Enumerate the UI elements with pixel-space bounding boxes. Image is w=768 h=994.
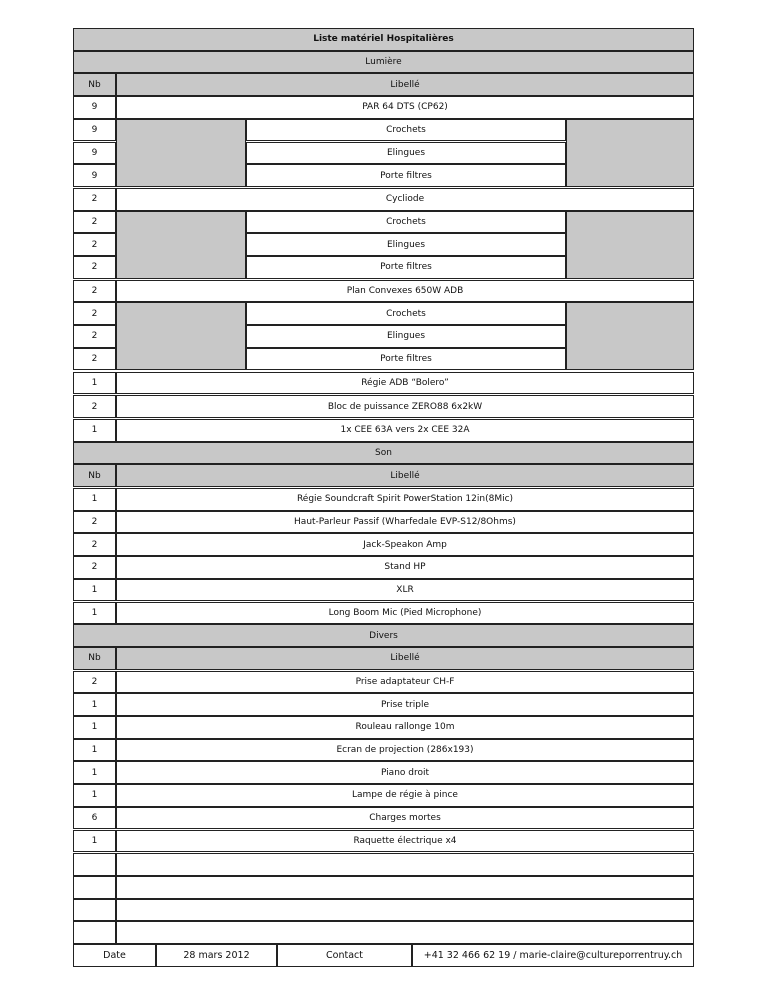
table-row xyxy=(73,96,694,119)
item-label: Haut-Parleur Passif (Wharfedale EVP-S12/8Ohms) xyxy=(116,511,694,534)
empty-row xyxy=(73,876,694,899)
empty-cell xyxy=(116,899,694,922)
item-label: Prise adaptateur CH-F xyxy=(116,671,694,694)
item-label: Raquette électrique x4 xyxy=(116,830,694,853)
table-row xyxy=(73,761,694,784)
item-label: Rouleau rallonge 10m xyxy=(116,716,694,739)
column-header-row xyxy=(73,73,694,96)
column-header-nb: Nb xyxy=(73,464,116,487)
table-row xyxy=(73,579,694,602)
empty-cell xyxy=(116,921,694,944)
item-quantity: 2 xyxy=(73,280,116,303)
empty-cell xyxy=(73,876,116,899)
column-header-libelle: Libellé xyxy=(116,464,694,487)
item-quantity: 9 xyxy=(73,119,116,142)
table-row xyxy=(73,693,694,716)
section-header-lumiere: Lumière xyxy=(73,51,694,74)
accessory-label: Crochets xyxy=(246,119,566,142)
item-label: Charges mortes xyxy=(116,807,694,830)
item-quantity: 2 xyxy=(73,533,116,556)
section-header-lumiere-row xyxy=(73,51,694,74)
empty-row xyxy=(73,899,694,922)
item-quantity: 9 xyxy=(73,96,116,119)
item-label: PAR 64 DTS (CP62) xyxy=(116,96,694,119)
item-quantity: 1 xyxy=(73,761,116,784)
item-quantity: 1 xyxy=(73,693,116,716)
item-quantity: 9 xyxy=(73,142,116,165)
table-row xyxy=(73,716,694,739)
title-row xyxy=(73,28,694,51)
footer-row xyxy=(73,944,694,967)
item-quantity: 2 xyxy=(73,511,116,534)
page-title: Liste matériel Hospitalières xyxy=(73,28,694,51)
accessory-label: Crochets xyxy=(246,211,566,234)
item-quantity: 2 xyxy=(73,395,116,418)
table-row xyxy=(73,602,694,625)
column-header-libelle: Libellé xyxy=(116,647,694,670)
empty-row xyxy=(73,921,694,944)
table-row xyxy=(73,488,694,511)
table-row xyxy=(73,280,694,303)
gray-filler-left xyxy=(116,211,246,279)
item-quantity: 2 xyxy=(73,256,116,279)
item-quantity: 2 xyxy=(73,671,116,694)
item-quantity: 2 xyxy=(73,302,116,325)
accessory-label: Porte filtres xyxy=(246,164,566,187)
footer-contact-label: Contact xyxy=(277,944,412,967)
item-quantity: 1 xyxy=(73,419,116,442)
empty-cell xyxy=(116,853,694,876)
column-header-row xyxy=(73,647,694,670)
footer-date-value: 28 mars 2012 xyxy=(156,944,277,967)
section-header-divers: Divers xyxy=(73,624,694,647)
item-quantity: 2 xyxy=(73,325,116,348)
table-row xyxy=(73,556,694,579)
item-quantity: 6 xyxy=(73,807,116,830)
accessory-label: Crochets xyxy=(246,302,566,325)
item-label: Stand HP xyxy=(116,556,694,579)
item-label: Piano droit xyxy=(116,761,694,784)
table-row xyxy=(73,395,694,418)
item-quantity: 1 xyxy=(73,716,116,739)
column-header-row xyxy=(73,464,694,487)
item-label: 1x CEE 63A vers 2x CEE 32A xyxy=(116,419,694,442)
item-label: Plan Convexes 650W ADB xyxy=(116,280,694,303)
accessory-label: Elingues xyxy=(246,233,566,256)
gray-filler-right xyxy=(566,119,694,187)
accessory-label: Porte filtres xyxy=(246,348,566,371)
table-row xyxy=(73,784,694,807)
gray-filler-left xyxy=(116,302,246,370)
table-row xyxy=(73,511,694,534)
item-label: Régie Soundcraft Spirit PowerStation 12in(8Mic) xyxy=(116,488,694,511)
table-row xyxy=(73,830,694,853)
column-header-libelle: Libellé xyxy=(116,73,694,96)
accessory-label: Elingues xyxy=(246,142,566,165)
column-header-nb: Nb xyxy=(73,73,116,96)
table-row xyxy=(73,671,694,694)
item-label: XLR xyxy=(116,579,694,602)
item-quantity: 1 xyxy=(73,830,116,853)
empty-cell xyxy=(73,899,116,922)
empty-cell xyxy=(116,876,694,899)
item-label: Jack-Speakon Amp xyxy=(116,533,694,556)
table-row xyxy=(73,372,694,395)
item-label: Cycliode xyxy=(116,188,694,211)
item-quantity: 1 xyxy=(73,739,116,762)
item-quantity: 2 xyxy=(73,233,116,256)
item-quantity: 1 xyxy=(73,784,116,807)
section-header-son: Son xyxy=(73,442,694,465)
item-label: Bloc de puissance ZERO88 6x2kW xyxy=(116,395,694,418)
item-label: Ecran de projection (286x193) xyxy=(116,739,694,762)
gray-filler-right xyxy=(566,302,694,370)
section-header-son-row xyxy=(73,442,694,465)
item-label: Prise triple xyxy=(116,693,694,716)
section-header-divers-row xyxy=(73,624,694,647)
footer-contact-value: +41 32 466 62 19 / marie-claire@cultureporrentruy.ch xyxy=(412,944,694,967)
footer-date-label: Date xyxy=(73,944,156,967)
table-row xyxy=(73,739,694,762)
item-quantity: 1 xyxy=(73,372,116,395)
item-quantity: 9 xyxy=(73,164,116,187)
item-quantity: 1 xyxy=(73,602,116,625)
accessory-label: Elingues xyxy=(246,325,566,348)
gray-filler-left xyxy=(116,119,246,187)
empty-cell xyxy=(73,921,116,944)
table-row xyxy=(73,419,694,442)
item-quantity: 2 xyxy=(73,556,116,579)
table-row xyxy=(73,807,694,830)
accessory-label: Porte filtres xyxy=(246,256,566,279)
item-label: Long Boom Mic (Pied Microphone) xyxy=(116,602,694,625)
empty-row xyxy=(73,853,694,876)
empty-cell xyxy=(73,853,116,876)
table-row xyxy=(73,188,694,211)
item-quantity: 2 xyxy=(73,188,116,211)
item-quantity: 2 xyxy=(73,211,116,234)
item-quantity: 1 xyxy=(73,579,116,602)
item-label: Régie ADB “Bolero” xyxy=(116,372,694,395)
column-header-nb: Nb xyxy=(73,647,116,670)
item-quantity: 2 xyxy=(73,348,116,371)
item-quantity: 1 xyxy=(73,488,116,511)
table-row xyxy=(73,533,694,556)
gray-filler-right xyxy=(566,211,694,279)
item-label: Lampe de régie à pince xyxy=(116,784,694,807)
